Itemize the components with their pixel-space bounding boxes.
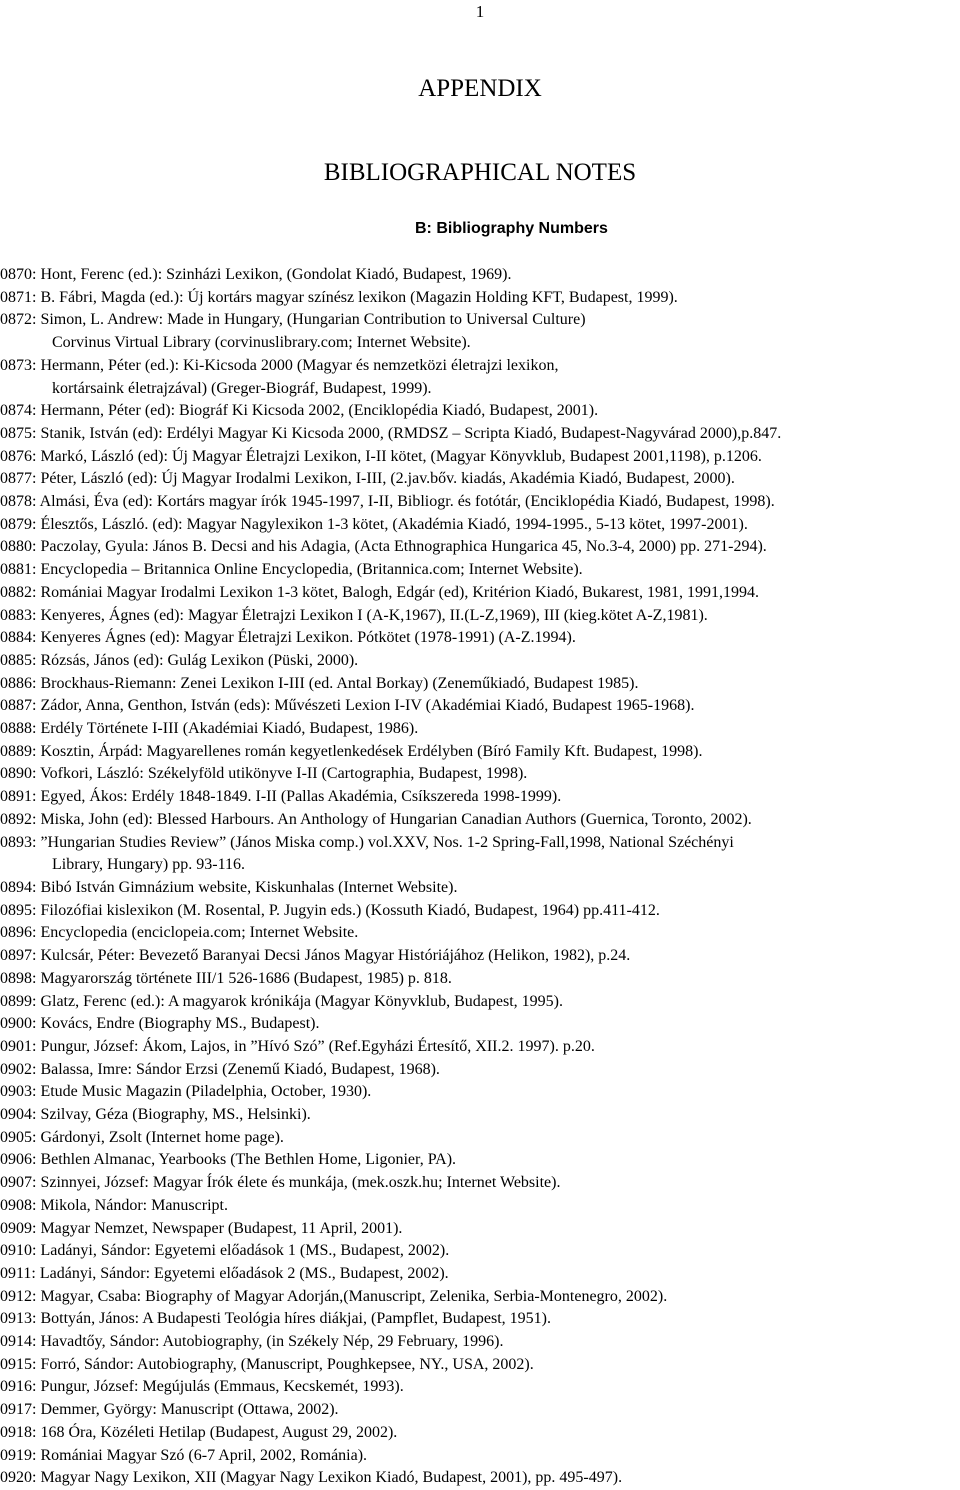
bibliography-entry [0, 355, 960, 400]
bibliography-entry [0, 1354, 960, 1377]
entry-text: 0888: Erdély Története I-III (Akadémiai Kiadó, Budapest, 1986). [0, 720, 419, 738]
entry-text: 0877: Péter, László (ed): Új Magyar Irodalmi Lexikon, I-III, (2.jav.bőv. kiadás, Akadémia Kiadó, Budapest, 2000). [0, 470, 735, 488]
entry-text: 0874: Hermann, Péter (ed): Biográf Ki Kicsoda 2002, (Enciklopédia Kiadó, Budapest, 2001). [0, 402, 599, 420]
entry-text: 0897: Kulcsár, Péter: Bevezető Baranyai Decsi János Magyar Históriájához (Helikon, 1982), p.24. [0, 947, 631, 965]
bibliography-entry [0, 309, 960, 354]
entry-text: 0890: Vofkori, László: Székelyföld utikönyve I-II (Cartographia, Budapest, 1998). [0, 765, 528, 783]
bibliography-entry [0, 809, 960, 832]
bibliography-entry [0, 922, 960, 945]
bibliography-entry [0, 1127, 960, 1150]
bibliography-entry [0, 1445, 960, 1468]
bibliography-entry [0, 423, 960, 446]
entry-text: 0875: Stanik, István (ed): Erdélyi Magyar Ki Kicsoda 2000, (RMDSZ – Scripta Kiadó, Budapest-Nagyvárad 2000),p.847. [0, 424, 782, 442]
entry-text: 0910: Ladányi, Sándor: Egyetemi előadások 1 (MS., Budapest, 2002). [0, 1242, 450, 1260]
entry-text: 0902: Balassa, Imre: Sándor Erzsi (Zenemű Kiadó, Budapest, 1968). [0, 1060, 440, 1078]
bibliography-entry [0, 1376, 960, 1399]
section-title: BIBLIOGRAPHICAL NOTES [323, 159, 637, 186]
bibliography-entry [0, 491, 960, 514]
entry-text: 0916: Pungur, József: Megújulás (Emmaus, Kecskemét, 1993). [0, 1378, 404, 1396]
entry-text: 0891: Egyed, Ákos: Erdély 1848-1849. I-II (Pallas Akadémia, Csíkszereda 1998-1999). [0, 788, 562, 806]
bibliography-entry [0, 536, 960, 559]
entry-continuation: Corvinus Virtual Library (corvinuslibrary.com; Internet Website). [52, 334, 471, 352]
bibliography-entry [0, 900, 960, 923]
bibliography-entry [0, 991, 960, 1014]
bibliography-entry [0, 1104, 960, 1127]
bibliography-entry [0, 1422, 960, 1445]
entry-text: 0880: Paczolay, Gyula: János B. Decsi and his Adagia, (Acta Ethnographica Hungarica 45, No.3-4, 2000) pp. 271-294). [0, 538, 767, 556]
entry-text: 0920: Magyar Nagy Lexikon, XII (Magyar Nagy Lexikon Kiadó, Budapest, 2001), pp. 495-497). [0, 1469, 623, 1487]
bibliography-entry [0, 1286, 960, 1309]
bibliography-entry [0, 1195, 960, 1218]
bibliography-entry [0, 741, 960, 764]
entry-text: 0896: Encyclopedia (enciclopeia.com; Internet Website. [0, 924, 359, 942]
entry-text: 0878: Almási, Éva (ed): Kortárs magyar írók 1945-1997, I-II, Bibliogr. és fotótár, (Enciklopédia Kiadó, Budapest, 1998). [0, 493, 775, 511]
entry-text: 0911: Ladányi, Sándor: Egyetemi előadások 2 (MS., Budapest, 2002). [0, 1264, 449, 1282]
bibliography-entry [0, 1331, 960, 1354]
entry-text: 0870: Hont, Ferenc (ed.): Szinházi Lexikon, (Gondolat Kiadó, Budapest, 1969). [0, 266, 512, 283]
entry-text: 0904: Szilvay, Géza (Biography, MS., Helsinki). [0, 1106, 311, 1124]
entry-text: 0898: Magyarország története III/1 526-1686 (Budapest, 1985) p. 818. [0, 969, 452, 987]
bibliography-entry [0, 264, 960, 287]
entry-text: 0882: Romániai Magyar Irodalmi Lexikon 1-3 kötet, Balogh, Edgár (ed), Kritérion Kiadó, Bukarest, 1981, 1991,1994. [0, 583, 759, 601]
page-number: 1 [475, 2, 485, 21]
bibliography-list [0, 264, 960, 1490]
entry-text: 0912: Magyar, Csaba: Biography of Magyar Adorján,(Manuscript, Zelenika, Serbia-Montenegro, 2002). [0, 1287, 668, 1305]
entry-text: 0903: Etude Music Magazin (Piladelphia, October, 1930). [0, 1083, 372, 1101]
bibliography-entry [0, 1218, 960, 1241]
entry-text: 0871: B. Fábri, Magda (ed.): Új kortárs magyar színész lexikon (Magazin Holding KFT, Budapest, 1999). [0, 288, 678, 306]
bibliography-entry [0, 718, 960, 741]
entry-text: 0883: Kenyeres, Ágnes (ed): Magyar Életrajzi Lexikon I (A-K,1967), II.(L-Z,1969), III (kieg.kötet A-Z,1981). [0, 606, 708, 624]
bibliography-entry [0, 832, 960, 877]
bibliography-entry [0, 763, 960, 786]
bibliography-entry [0, 695, 960, 718]
entry-continuation: Library, Hungary) pp. 93-116. [52, 856, 245, 874]
entry-text: 0907: Szinnyei, József: Magyar Írók élete és munkája, (mek.oszk.hu; Internet Website). [0, 1174, 561, 1192]
entry-text: 0873: Hermann, Péter (ed.): Ki-Kicsoda 2000 (Magyar és nemzetközi életrajzi lexikon, [0, 356, 559, 374]
bibliography-entry [0, 1240, 960, 1263]
bibliography-entry [0, 400, 960, 423]
entry-text: 0879: Élesztős, László. (ed): Magyar Nagylexikon 1-3 kötet, (Akadémia Kiadó, 1994-1995., 5-13 kötet, 1997-2001). [0, 515, 748, 533]
bibliography-entry [0, 1172, 960, 1195]
entry-text: 0914: Havadtőy, Sándor: Autobiography, (in Székely Nép, 29 February, 1996). [0, 1333, 504, 1351]
entry-continuation: kortársaink életrajzával) (Greger-Biográf, Budapest, 1999). [52, 379, 432, 397]
entry-text: 0917: Demmer, György: Manuscript (Ottawa, 2002). [0, 1401, 339, 1419]
bibliography-entry [0, 627, 960, 650]
bibliography-entry [0, 1399, 960, 1422]
bibliography-entry [0, 1308, 960, 1331]
entry-text: 0901: Pungur, József: Ákom, Lajos, in ”Hívó Szó” (Ref.Egyházi Értesítő, XII.2. 1997). p.20. [0, 1037, 595, 1055]
appendix-title: APPENDIX [418, 75, 542, 102]
entry-text: 0913: Bottyán, János: A Budapesti Teológia híres diákjai, (Pampflet, Budapest, 1951). [0, 1310, 551, 1328]
entry-text: 0893: ”Hungarian Studies Review” (János Miska comp.) vol.XXV, Nos. 1-2 Spring-Fall,1998, National Széchényi [0, 833, 734, 851]
entry-text: 0899: Glatz, Ferenc (ed.): A magyarok krónikája (Magyar Könyvklub, Budapest, 1995). [0, 992, 563, 1010]
bibliography-entry [0, 1013, 960, 1036]
bibliography-entry [0, 559, 960, 582]
bibliography-entry [0, 968, 960, 991]
entry-text: 0889: Kosztin, Árpád: Magyarellenes román kegyetlenkedések Erdélyben (Bíró Family Kft. Budapest, 1998). [0, 742, 703, 760]
bibliography-entry [0, 786, 960, 809]
bibliography-entry [0, 1059, 960, 1082]
entry-text: 0872: Simon, L. Andrew: Made in Hungary, (Hungarian Contribution to Universal Culture) [0, 311, 586, 329]
entry-text: 0884: Kenyeres Ágnes (ed): Magyar Életrajzi Lexikon. Pótkötet (1978-1991) (A-Z.1994). [0, 629, 576, 647]
subsection-heading: B: Bibliography Numbers [415, 220, 608, 237]
entry-text: 0900: Kovács, Endre (Biography MS., Budapest). [0, 1015, 320, 1033]
bibliography-entry [0, 514, 960, 537]
entry-text: 0881: Encyclopedia – Britannica Online Encyclopedia, (Britannica.com; Internet Website). [0, 561, 583, 579]
bibliography-entry [0, 673, 960, 696]
entry-text: 0894: Bibó István Gimnázium website, Kiskunhalas (Internet Website). [0, 878, 458, 896]
entry-text: 0886: Brockhaus-Riemann: Zenei Lexikon I-III (ed. Antal Borkay) (Zeneműkiadó, Budapest 1985). [0, 674, 639, 692]
bibliography-entry [0, 287, 960, 310]
bibliography-entry [0, 650, 960, 673]
entry-text: 0892: Miska, John (ed): Blessed Harbours. An Anthology of Hungarian Canadian Authors (Guernica, Toronto, 2002). [0, 810, 752, 828]
entry-text: 0915: Forró, Sándor: Autobiography, (Manuscript, Poughkepsee, NY., USA, 2002). [0, 1355, 534, 1373]
entry-text: 0895: Filozófiai kislexikon (M. Rosental, P. Jugyin eds.) (Kossuth Kiadó, Budapest, 1964) pp.411-412. [0, 901, 660, 919]
entry-text: 0876: Markó, László (ed): Új Magyar Életrajzi Lexikon, I-II kötet, (Magyar Könyvklub, Budapest 2001,1198), p.1206. [0, 447, 762, 465]
bibliography-entry [0, 877, 960, 900]
entry-text: 0887: Zádor, Anna, Genthon, István (eds): Művészeti Lexion I-IV (Akadémiai Kiadó, Budapest 1965-1968). [0, 697, 695, 715]
bibliography-entry [0, 605, 960, 628]
entry-text: 0906: Bethlen Almanac, Yearbooks (The Bethlen Home, Ligonier, PA). [0, 1151, 457, 1169]
entry-text: 0919: Romániai Magyar Szó (6-7 April, 2002, Románia). [0, 1446, 368, 1464]
bibliography-entry [0, 1036, 960, 1059]
bibliography-entry [0, 582, 960, 605]
entry-text: 0885: Rózsás, János (ed): Gulág Lexikon (Püski, 2000). [0, 651, 359, 669]
bibliography-entry [0, 1081, 960, 1104]
bibliography-entry [0, 468, 960, 491]
entry-text: 0905: Gárdonyi, Zsolt (Internet home page). [0, 1128, 284, 1146]
entry-text: 0908: Mikola, Nándor: Manuscript. [0, 1196, 228, 1214]
bibliography-entry [0, 945, 960, 968]
bibliography-entry [0, 1149, 960, 1172]
entry-text: 0918: 168 Óra, Közéleti Hetilap (Budapest, August 29, 2002). [0, 1423, 398, 1441]
bibliography-entry [0, 446, 960, 469]
bibliography-entry [0, 1467, 960, 1490]
entry-text: 0909: Magyar Nemzet, Newspaper (Budapest, 11 April, 2001). [0, 1219, 403, 1237]
bibliography-entry [0, 1263, 960, 1286]
